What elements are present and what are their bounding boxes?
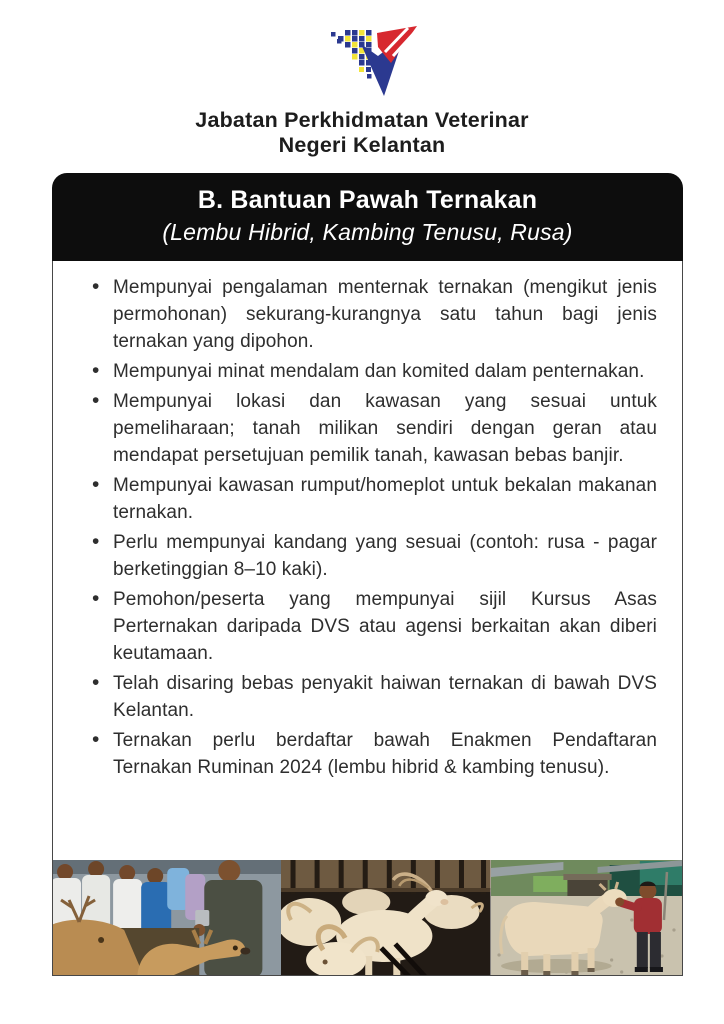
dvs-v-logo-icon (307, 24, 417, 104)
requirement-item: • Perlu mempunyai kandang yang sesuai (contoh: rusa - pagar berketinggian 8–10 kaki). (113, 529, 657, 583)
requirement-item: • Ternakan perlu berdaftar bawah Enakmen Pendaftaran Ternakan Ruminan 2024 (lembu hibrid & kambing tenusu). (113, 727, 657, 781)
requirement-item: • Mempunyai kawasan rumput/homeplot untuk bekalan makanan ternakan. (113, 472, 657, 526)
section-panel (52, 173, 683, 976)
requirements-box (52, 261, 683, 976)
requirement-item: • Mempunyai minat mendalam dan komited dalam penternakan. (113, 358, 657, 385)
dvs-logo (0, 24, 724, 104)
requirement-item: • Mempunyai lokasi dan kawasan yang sesuai untuk pemeliharaan; tanah milikan sendiri dengan geran atau mendapat persetujuan pemilik tanah, kawasan bebas banjir. (113, 388, 657, 469)
section-title: B. Bantuan Pawah Ternakan (197, 186, 538, 214)
org-name-line2: Negeri Kelantan (278, 133, 446, 157)
requirement-item: • Pemohon/peserta yang mempunyai sijil Kursus Asas Perternakan daripada DVS atau agensi berkaitan akan diberi keutamaan. (113, 586, 657, 667)
photo-strip (52, 860, 683, 976)
requirement-item: • Mempunyai pengalaman menternak ternakan (mengikut jenis permohonan) sekurang-kurangnya satu tahun bagi jenis ternakan yang dipohon. (113, 274, 657, 355)
photo-lembu-hibrid-farm (491, 860, 683, 976)
org-name-line1: Jabatan Perkhidmatan Veterinar (195, 108, 529, 132)
photo-kambing-tenusu-pen-icon (281, 860, 491, 976)
requirements-list (53, 274, 682, 784)
photo-rusa-feeding (52, 860, 281, 976)
logo-checker-pattern (331, 30, 372, 79)
org-name (0, 108, 724, 158)
section-header (52, 173, 683, 261)
photo-kambing-tenusu-pen (281, 860, 491, 976)
masthead (0, 0, 724, 158)
section-subtitle: (Lembu Hibrid, Kambing Tenusu, Rusa) (162, 219, 573, 245)
photo-lembu-hibrid-farm-icon (491, 860, 683, 976)
photo-rusa-feeding-icon (52, 860, 281, 976)
requirement-item: • Telah disaring bebas penyakit haiwan ternakan di bawah DVS Kelantan. (113, 670, 657, 724)
